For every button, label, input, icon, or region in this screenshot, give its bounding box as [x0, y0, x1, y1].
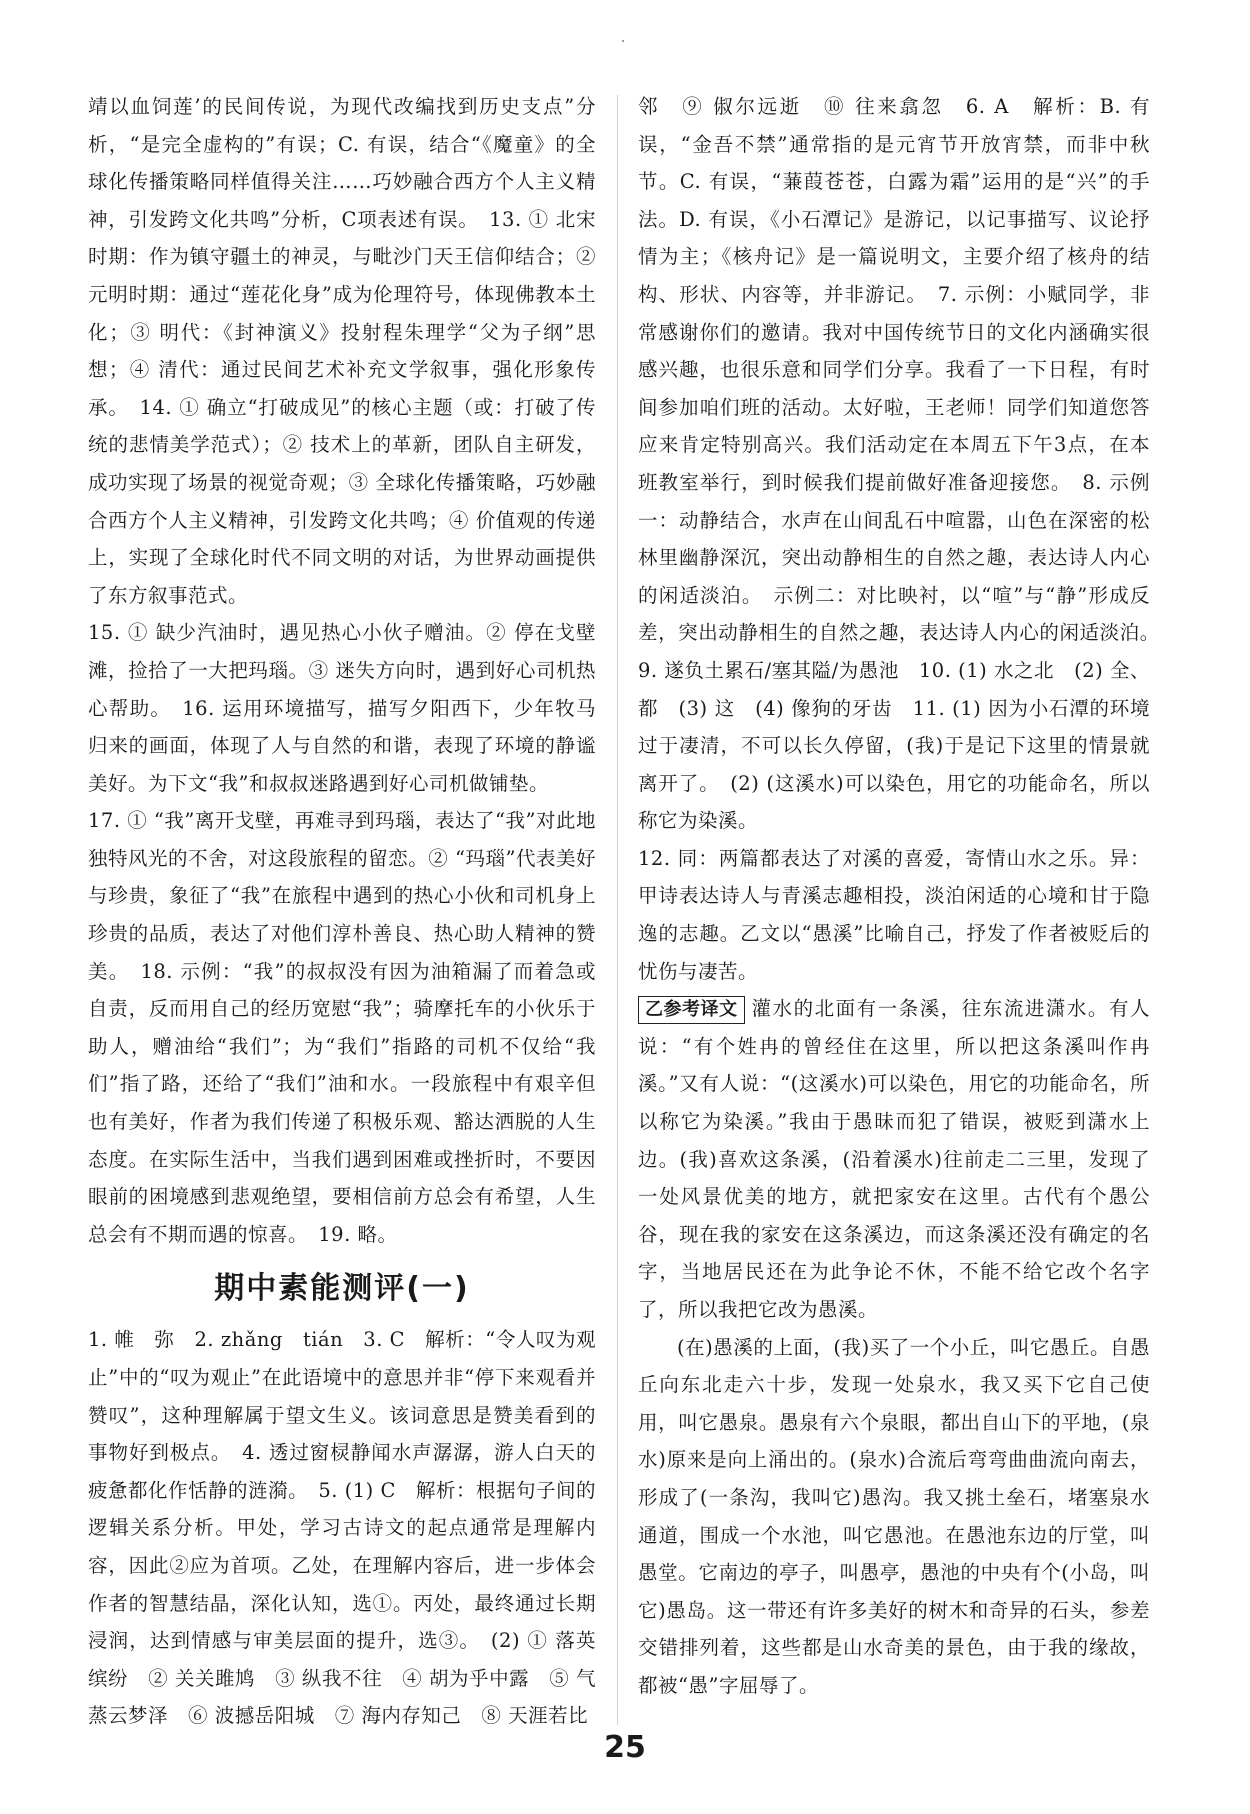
right-paragraph-1: 邻 ⑨ 俶尔远逝 ⑩ 往来翕忽 6. A 解析：B. 有误，“金吾不禁”通常指的是元宵节开放宵禁，而非中秋节。C. 有误，“蒹葭苍苍，白露为霜”运用的是“兴”的手法。D. 有误，《小石潭记》是游记，以记事描写、议论抒情为主；《核舟记》是一篇说明文，主要介绍了核舟的结构、形状、内容等，并非游记。 7. 示例：小赋同学，非常感谢你们的邀请。我对中国传统节日的文化内涵确实很感兴趣，也很乐意和同学们分享。我看了一下日程，有时间参加咱们班的活动。太好啦，王老师！同学们知道您答应来肯定特别高兴。我们活动定在本周五下午3点，在本班教室举行，到时候我们提前做好准备迎接您。 8. 示例一：动静结合，水声在山间乱石中喧嚣，山色在深密的松林里幽静深沉，突出动静相生的自然之趣，表达诗人内心的闲适淡泊。 示例二：对比映衬，以“喧”与“静”形成反差，突出动静相生的自然之趣，表达诗人内心的闲适淡泊。 9. 遂负土累石/塞其隘/为愚池 10. (1) 水之北 (2) 全、都 (3) 这 (4) 像狗的牙齿 11. (1) 因为小石潭的环境过于凄清，不可以长久停留，(我)于是记下这里的情景就离开了。 (2) (这溪水)可以染色，用它的功能命名，所以称它为染溪。	[638, 95, 1171, 833]
translation-first-text: 灌水的北面有一条溪，往东流进潇水。有人说：“有个姓冉的曾经住在这里，所以把这条溪叫作冉溪。”又有人说：“(这溪水)可以染色，用它的功能命名，所以称它为染溪。”我由于愚昧而犯了错误，被贬到潇水上边。(我)喜欢这条溪，(沿着溪水)往前走二三里，发现了一处风景优美的地方，就把家安在这里。古代有个愚公谷，现在我的家安在这条溪边，而这条溪还没有确定的名字，当地居民还在为此争论不休，不能不给它改个名字了，所以我把它改为愚溪。	[638, 997, 1150, 1321]
right-column	[638, 88, 1171, 1705]
page-number: 25	[604, 1730, 646, 1765]
page-dot	[622, 40, 624, 42]
right-paragraph-2: 12. 同：两篇都表达了对溪的喜爱，寄情山水之乐。异：甲诗表达诗人与青溪志趣相投，淡泊闲适的心境和甘于隐逸的志趣。乙文以“愚溪”比喻自己，抒发了作者被贬后的忧伤与凄苦。	[638, 846, 1150, 983]
section-paragraph-1: 1. 帷 弥 2. zhǎng tián 3. C 解析：“令人叹为观止”中的“叹为观止”在此语境中的意思并非“停下来观看并赞叹”，这种理解属于望文生义。该词意思是赞美看到的事物好到极点。 4. 透过窗棂静闻水声潺潺，游人白天的疲惫都化作恬静的涟漪。 5. (1) C 解析：根据句子间的逻辑关系分析。甲处，学习古诗文的起点通常是理解内容，因此②应为首项。乙处，在理解内容后，进一步体会作者的智慧结晶，深化认知，选①。丙处，最终通过长期浸润，达到情感与审美层面的提升，选③。 (2) ① 落英缤纷 ② 关关雎鸠 ③ 纵我不往 ④ 胡为乎中露 ⑤ 气蒸云梦泽 ⑥ 波撼岳阳城 ⑦ 海内存知己 ⑧ 天涯若比	[88, 1328, 596, 1728]
left-paragraph-1: 靖以血饲莲’的民间传说，为现代改编找到历史支点”分析，“是完全虚构的”有误；C. 有误，结合“《魔童》的全球化传播策略同样值得关注……巧妙融合西方个人主义精神，引发跨文化共鸣”分析，C项表述有误。 13. ① 北宋时期：作为镇守疆土的神灵，与毗沙门天王信仰结合；② 元明时期：通过“莲花化身”成为伦理符号，体现佛教本土化；③ 明代：《封神演义》投射程朱理学“父为子纲”思想；④ 清代：通过民间艺术补充文学叙事，强化形象传承。 14. ① 确立“打破成见”的核心主题（或：打破了传统的悲情美学范式）；② 技术上的革新，团队自主研发，成功实现了场景的视觉奇观；③ 全球化传播策略，巧妙融合西方个人主义精神，引发跨文化共鸣；④ 价值观的传递上，实现了全球化时代不同文明的对话，为世界动画提供了东方叙事范式。	[88, 95, 596, 607]
left-column	[88, 88, 596, 1735]
left-paragraph-3: 17. ① “我”离开戈壁，再难寻到玛瑙，表达了“我”对此地独特风光的不舍，对这段旅程的留恋。② “玛瑙”代表美好与珍贵，象征了“我”在旅程中遇到的热心小伙和司机身上珍贵的品质，表达了对他们淳朴善良、热心助人精神的赞美。 18. 示例：“我”的叔叔没有因为油箱漏了而着急或自责，反而用自己的经历宽慰“我”；骑摩托车的小伙乐于助人，赠油给“我们”；为“我们”指路的司机不仅给“我们”指了路，还给了“我们”油和水。一段旅程中有艰辛但也有美好，作者为我们传递了积极乐观、豁达洒脱的人生态度。在实际生活中，当我们遇到困难或挫折时，不要因眼前的困境感到悲观绝望，要相信前方总会有希望，人生总会有不期而遇的惊喜。 19. 略。	[88, 809, 596, 1246]
column-divider	[617, 95, 618, 1725]
section-title: 期中素能测评(一)	[214, 1271, 470, 1307]
translation-paragraph-1	[638, 990, 1150, 1328]
left-paragraph-2: 15. ① 缺少汽油时，遇见热心小伙子赠油。② 停在戈壁滩，捡拾了一大把玛瑙。③ 迷失方向时，遇到好心司机热心帮助。 16. 运用环境描写，描写夕阳西下，少年牧马归来的画面，体现了人与自然的和谐，表现了环境的静谧美好。为下文“我”和叔叔迷路遇到好心司机做铺垫。	[88, 621, 596, 795]
translation-paragraph-2: (在)愚溪的上面，(我)买了一个小丘，叫它愚丘。自愚丘向东北走六十步，发现一处泉水，我又买下它自己使用，叫它愚泉。愚泉有六个泉眼，都出自山下的平地，(泉水)原来是向上涌出的。(泉水)合流后弯弯曲曲流向南去，形成了(一条沟，我叫它)愚沟。我又挑土垒石，堵塞泉水通道，围成一个水池，叫它愚池。在愚池东边的厅堂，叫愚堂。它南边的亭子，叫愚亭，愚池的中央有个(小岛，叫它)愚岛。这一带还有许多美好的树木和奇异的石头，参差交错排列着，这些都是山水奇美的景色，由于我的缘故，都被“愚”字屈辱了。	[638, 1335, 1150, 1697]
translation-tag: 乙参考译文	[638, 996, 745, 1024]
